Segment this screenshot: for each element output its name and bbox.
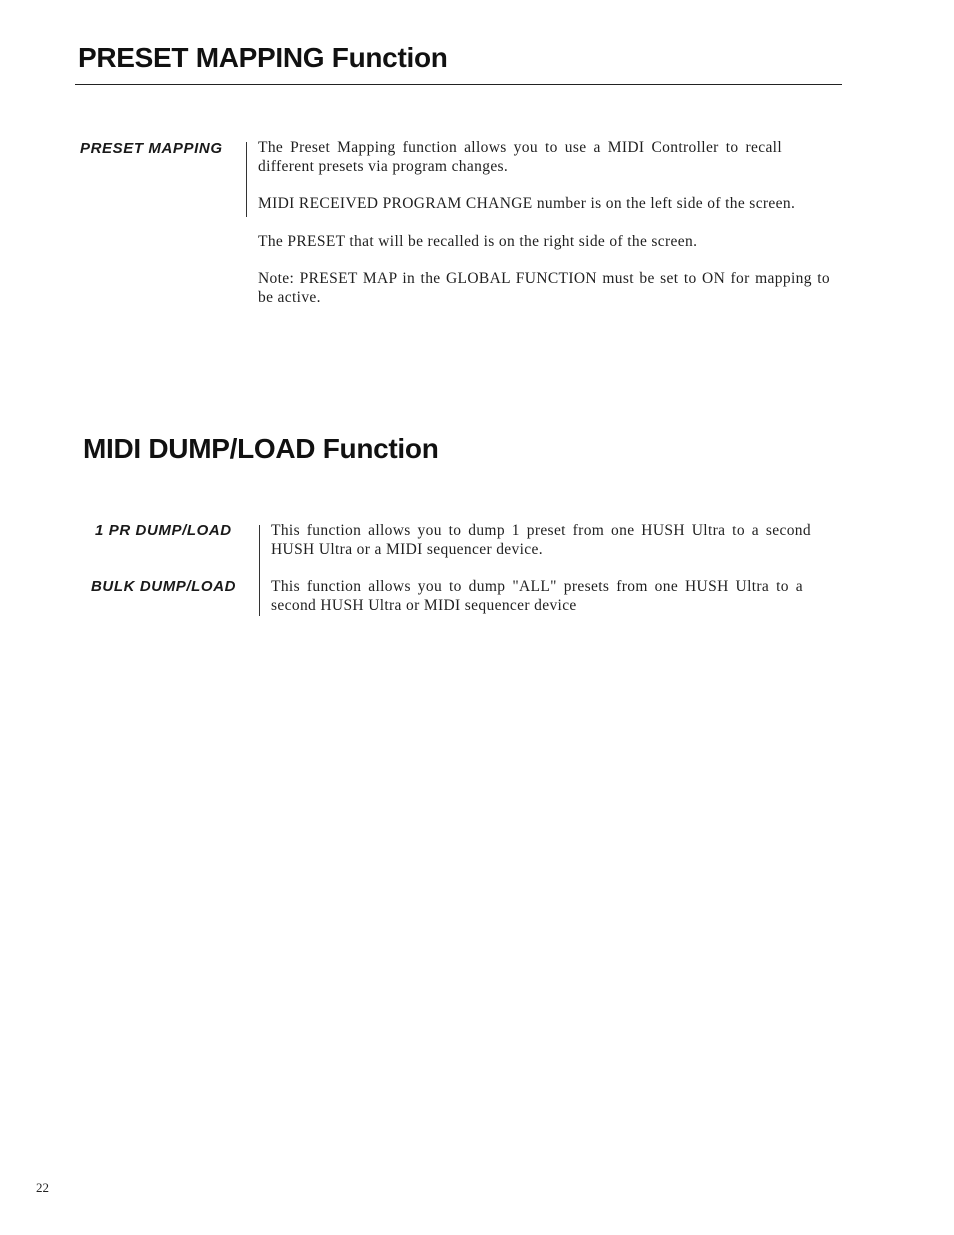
heading-divider (75, 84, 842, 85)
preset-mapping-label: PRESET MAPPING (80, 140, 223, 157)
preset-mapping-paragraph-3: The PRESET that will be recalled is on the right side of the screen. (258, 233, 698, 250)
pr-dump-load-label: 1 PR DUMP/LOAD (95, 522, 232, 539)
preset-mapping-note: Note: PRESET MAP in the GLOBAL FUNCTION must be set to ON for mapping to be active. (258, 270, 830, 306)
preset-mapping-paragraph-1: The Preset Mapping function allows you to use a MIDI Controller to recall different presets via program changes. (258, 139, 782, 175)
page-number: 22 (36, 1180, 49, 1195)
bulk-dump-load-description: This function allows you to dump "ALL" presets from one HUSH Ultra to a second HUSH Ultra or MIDI sequencer device (271, 578, 803, 614)
preset-mapping-heading: PRESET MAPPING Function (78, 42, 448, 73)
pr-dump-load-description: This function allows you to dump 1 preset from one HUSH Ultra to a second HUSH Ultra or a MIDI sequencer device. (271, 522, 811, 558)
bulk-dump-load-label: BULK DUMP/LOAD (91, 578, 237, 595)
midi-dump-load-heading: MIDI DUMP/LOAD Function (83, 433, 439, 464)
preset-mapping-margin-line (246, 142, 247, 217)
preset-mapping-paragraph-2: MIDI RECEIVED PROGRAM CHANGE number is on the left side of the screen. (258, 195, 796, 212)
midi-dump-margin-line (259, 525, 260, 616)
